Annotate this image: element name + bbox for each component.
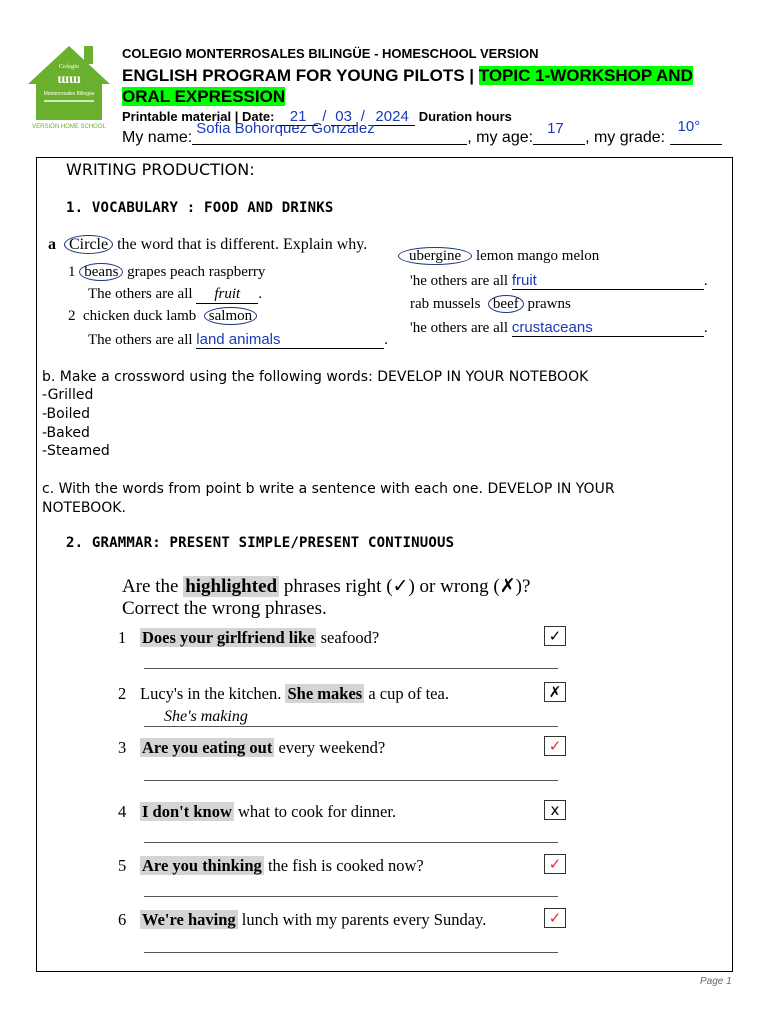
program-name: ENGLISH PROGRAM FOR YOUNG PILOTS | bbox=[122, 66, 479, 85]
answer-box-1[interactable]: ✓ bbox=[544, 626, 566, 646]
writing-title: WRITING PRODUCTION: bbox=[66, 160, 255, 179]
answer-3-field[interactable]: fruit bbox=[512, 272, 704, 290]
grammar-item-2: 2 Lucy's in the kitchen. She makes a cup of tea. bbox=[118, 684, 449, 703]
correction-line-4[interactable] bbox=[144, 842, 558, 843]
vocab-exercise-right bbox=[396, 244, 732, 342]
correction-line-2[interactable] bbox=[144, 726, 558, 727]
answer-1-field[interactable]: fruit bbox=[196, 286, 258, 304]
grammar-item-5: 5 Are you thinking the fish is cooked now? bbox=[118, 856, 424, 875]
date-year-field[interactable]: 2024 bbox=[369, 108, 415, 126]
svg-text:Monterrosales Bilingüe: Monterrosales Bilingüe bbox=[43, 91, 95, 97]
student-info-line bbox=[122, 118, 722, 147]
circled-beef[interactable]: beef bbox=[488, 295, 524, 313]
answer-box-4[interactable]: x bbox=[544, 800, 566, 820]
vocab-exercise-left bbox=[48, 236, 388, 356]
answer-2-field[interactable]: land animals bbox=[196, 331, 384, 349]
word-baked: -Baked bbox=[42, 425, 90, 441]
date-sep-1: / bbox=[318, 108, 331, 125]
correction-line-6[interactable] bbox=[144, 952, 558, 953]
grade-field[interactable]: 10° bbox=[670, 128, 722, 145]
vocab-answer-4: 'he others are all crustaceans . bbox=[410, 319, 708, 336]
circle-word: Circle bbox=[64, 235, 113, 254]
vocab-item-3: ubergine lemon mango melon bbox=[398, 248, 599, 265]
vocab-instruction: a Circle the word that is different. Explain why. bbox=[48, 236, 368, 253]
page-number: Page 1 bbox=[700, 976, 732, 987]
circled-beans[interactable]: beans bbox=[79, 263, 123, 281]
grammar-item-3: 3 Are you eating out every weekend? bbox=[118, 738, 386, 757]
vocab-item-4: rab mussels beef prawns bbox=[410, 296, 571, 312]
program-title bbox=[122, 65, 732, 107]
section-vocabulary-title: 1. VOCABULARY : FOOD AND DRINKS bbox=[66, 200, 334, 216]
date-day-field[interactable]: 21 bbox=[278, 108, 318, 126]
age-label: , my age: bbox=[467, 129, 534, 146]
point-c-instruction: c. With the words from point b write a sentence with each one. DEVELOP IN YOUR NOTEBOOK. bbox=[42, 481, 615, 516]
answer-box-5[interactable]: ✓ bbox=[544, 854, 566, 874]
svg-text:Colegio: Colegio bbox=[58, 63, 80, 70]
correction-line-5[interactable] bbox=[144, 896, 558, 897]
name-label: My name: bbox=[122, 129, 193, 146]
answer-box-2[interactable]: ✗ bbox=[544, 682, 566, 702]
duration-label: Duration hours bbox=[415, 109, 512, 124]
section-grammar-title: 2. GRAMMAR: PRESENT SIMPLE/PRESENT CONTINUOUS bbox=[66, 535, 455, 551]
svg-text:VERSIÓN HOME SCHOOL: VERSIÓN HOME SCHOOL bbox=[32, 124, 106, 130]
vocab-answer-2: The others are all land animals . bbox=[88, 331, 389, 348]
correction-2: She's making bbox=[164, 708, 248, 725]
grammar-item-1: 1 Does your girlfriend like seafood? bbox=[118, 628, 380, 647]
date-month-field[interactable]: 03 bbox=[331, 108, 357, 126]
name-field[interactable]: Sofia Bohorquez Gonzalez bbox=[192, 128, 467, 145]
answer-4-field[interactable]: crustaceans bbox=[512, 319, 704, 337]
circled-aubergine[interactable]: ubergine bbox=[398, 247, 472, 265]
svg-text:ɯɯ: ɯɯ bbox=[57, 72, 81, 87]
grammar-exercise bbox=[118, 574, 578, 964]
correction-line-1[interactable] bbox=[144, 668, 558, 669]
word-boiled: -Boiled bbox=[42, 406, 91, 422]
answer-box-6[interactable]: ✓ bbox=[544, 908, 566, 928]
correction-line-3[interactable] bbox=[144, 780, 558, 781]
age-field[interactable]: 17 bbox=[533, 128, 585, 145]
grammar-question: Are the highlighted phrases right (✓) or wrong (✗)? Correct the wrong phrases. bbox=[122, 576, 531, 619]
topic-highlight: TOPIC 1-WORKSHOP AND ORAL EXPRESSION bbox=[122, 66, 693, 106]
word-grilled: -Grilled bbox=[42, 387, 94, 403]
circled-salmon[interactable]: salmon bbox=[204, 307, 257, 325]
answer-box-3[interactable]: ✓ bbox=[544, 736, 566, 756]
grammar-item-4: 4 I don't know what to cook for dinner. bbox=[118, 802, 397, 821]
vocab-item-2: 2 chicken duck lamb salmon bbox=[68, 308, 257, 325]
vocab-answer-1: The others are all fruit . bbox=[88, 286, 263, 302]
word-steamed: -Steamed bbox=[42, 443, 110, 459]
date-sep-2: / bbox=[356, 108, 370, 125]
point-b-instruction: b. Make a crossword using the following words: DEVELOP IN YOUR NOTEBOOK bbox=[42, 369, 589, 385]
grammar-item-6: 6 We're having lunch with my parents every Sunday. bbox=[118, 910, 487, 929]
grade-label: , my grade: bbox=[585, 129, 670, 146]
school-name: COLEGIO MONTERROSALES BILINGÜE - HOMESCHOOL VERSION bbox=[122, 46, 539, 61]
school-logo bbox=[26, 44, 112, 130]
vocab-item-1: 1 beans grapes peach raspberry bbox=[68, 264, 266, 280]
printable-label: Printable material | Date: bbox=[122, 109, 279, 124]
vocab-answer-3: 'he others are all fruit . bbox=[410, 272, 708, 289]
